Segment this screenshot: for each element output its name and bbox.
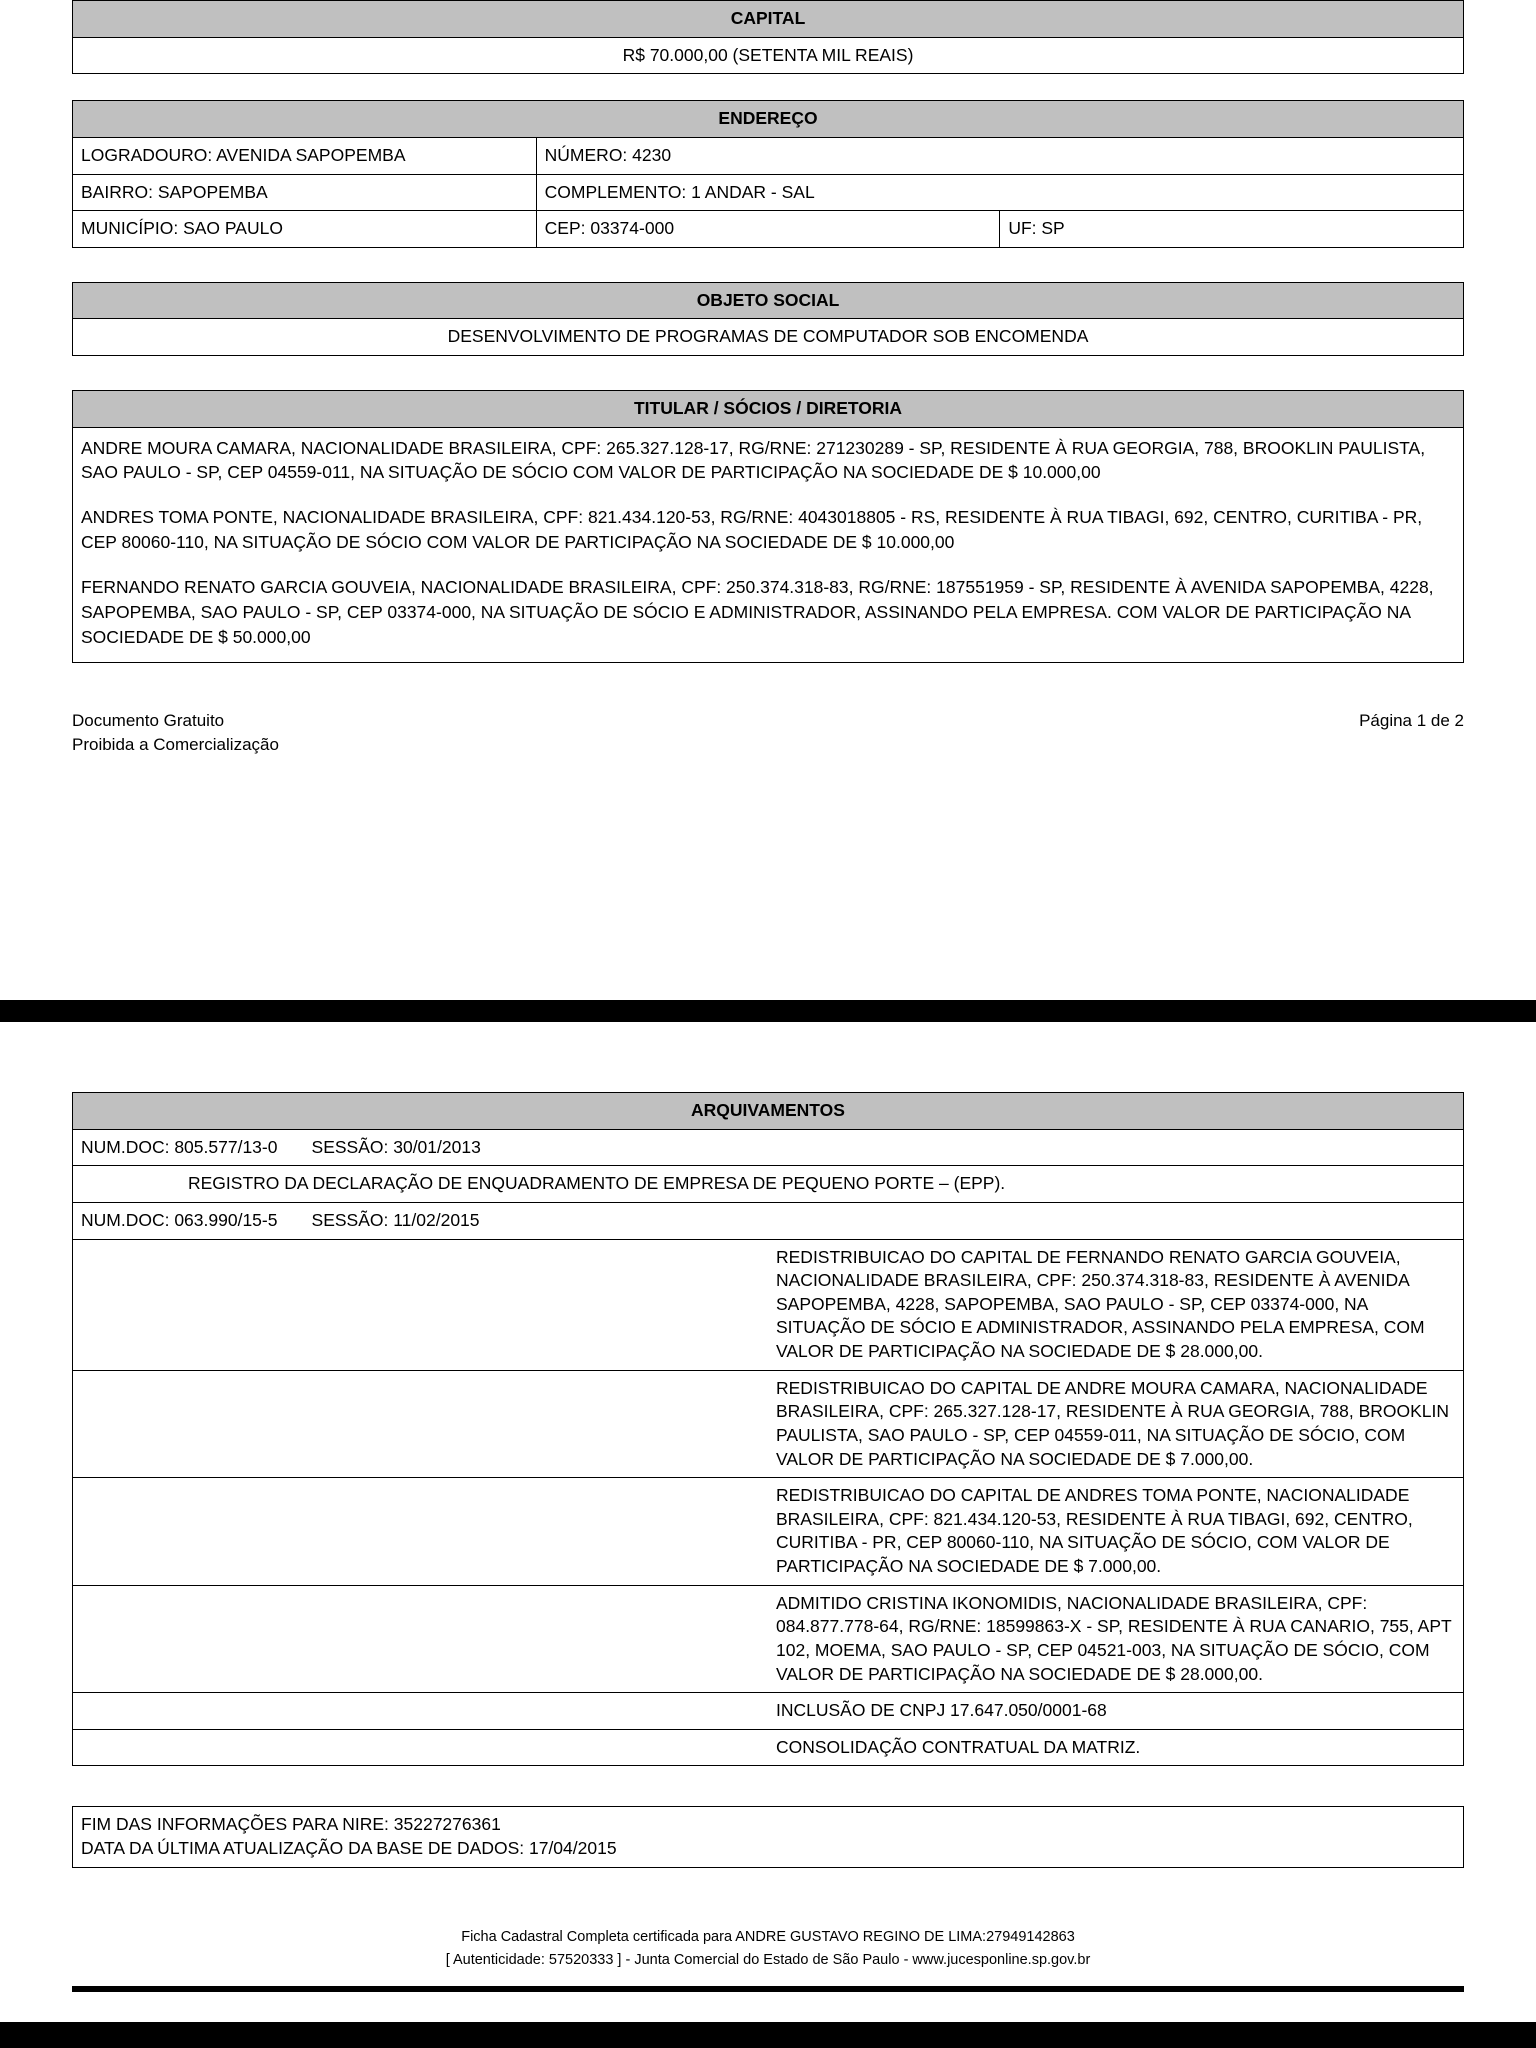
arquivamento-item: REGISTRO DA DECLARAÇÃO DE ENQUADRAMENTO DE EMPRESA DE PEQUENO PORTE – (EPP). [73, 1166, 1464, 1203]
arquivamentos-table [72, 1092, 1464, 1766]
arquivamento-doc-line [73, 1202, 1464, 1239]
certification-line-1: Ficha Cadastral Completa certificada para ANDRE GUSTAVO REGINO DE LIMA:27949142863 [461, 1928, 1075, 1945]
arquivamento-gutter [73, 1239, 769, 1370]
socio-entry: FERNANDO RENATO GARCIA GOUVEIA, NACIONALIDADE BRASILEIRA, CPF: 250.374.318-83, RG/RNE: 187551959 - SP, RESIDENTE À AVENIDA SAPOPEMBA, 4228, SAPOPEMBA, SAO PAULO - SP, CEP 03374-000, NA SITUAÇÃO DE SÓCIO E ADMINISTRADOR, ASSINANDO PELA EMPRESA. COM VALOR DE PARTICIPAÇÃO NA SOCIEDADE DE $ 50.000,00 [81, 577, 1434, 647]
socio-entry: ANDRE MOURA CAMARA, NACIONALIDADE BRASILEIRA, CPF: 265.327.128-17, RG/RNE: 271230289 - SP, RESIDENTE À RUA GEORGIA, 788, BROOKLIN PAULISTA, SAO PAULO - SP, CEP 04559-011, NA SITUAÇÃO DE SÓCIO COM VALOR DE PARTICIPAÇÃO NA SOCIEDADE DE $ 10.000,00 [81, 437, 1426, 483]
arquivamento-gutter [73, 1478, 769, 1586]
page-separator [0, 1000, 1536, 1022]
fim-line-1: FIM DAS INFORMAÇÕES PARA NIRE: 35227276361 [81, 1814, 501, 1835]
endereco-municipio: MUNICÍPIO: SAO PAULO [73, 211, 537, 248]
arquivamento-num-doc: NUM.DOC: 063.990/15-5 [81, 1209, 278, 1230]
table-row [73, 137, 1464, 174]
spacer [72, 1766, 1464, 1806]
table-row [73, 427, 1464, 662]
arquivamento-item: REDISTRIBUICAO DO CAPITAL DE FERNANDO RENATO GARCIA GOUVEIA, NACIONALIDADE BRASILEIRA, CPF: 250.374.318-83, RESIDENTE À AVENIDA SAPOPEMBA, 4228, SAPOPEMBA, SAO PAULO - SP, CEP 03374-000, NA SITUAÇÃO DE SÓCIO E ADMINISTRADOR, ASSINANDO PELA EMPRESA, COM VALOR DE PARTICIPAÇÃO NA SOCIEDADE DE $ 28.000,00. [768, 1239, 1464, 1370]
table-row [73, 319, 1464, 356]
table-row [73, 1129, 1464, 1166]
fim-informacoes [73, 1807, 1464, 1867]
arquivamento-doc-line [73, 1129, 1464, 1166]
fim-line-2: DATA DA ÚLTIMA ATUALIZAÇÃO DA BASE DE DADOS: 17/04/2015 [81, 1838, 617, 1858]
objeto-social-table [72, 282, 1464, 356]
capital-table [72, 0, 1464, 74]
table-row [73, 1093, 1464, 1130]
endereco-bairro: BAIRRO: SAPOPEMBA [73, 174, 537, 211]
arquivamento-item: REDISTRIBUICAO DO CAPITAL DE ANDRE MOURA CAMARA, NACIONALIDADE BRASILEIRA, CPF: 265.327.128-17, RESIDENTE À RUA GEORGIA, 788, BROOKLIN PAULISTA, SAO PAULO - SP, CEP 04559-011, NA SITUAÇÃO DE SÓCIO, COM VALOR DE PARTICIPAÇÃO NA SOCIEDADE DE $ 7.000,00. [768, 1370, 1464, 1478]
table-row [73, 1370, 1464, 1478]
socios-table [72, 390, 1464, 663]
table-row [73, 1585, 1464, 1693]
endereco-cep: CEP: 03374-000 [536, 211, 1000, 248]
document-page-2 [0, 1022, 1536, 2022]
table-row [73, 1202, 1464, 1239]
arquivamentos-header: ARQUIVAMENTOS [73, 1093, 1464, 1130]
endereco-complemento: COMPLEMENTO: 1 ANDAR - SAL [536, 174, 1463, 211]
fim-informacoes-table [72, 1806, 1464, 1867]
endereco-numero: NÚMERO: 4230 [536, 137, 1463, 174]
endereco-header: ENDEREÇO [73, 101, 1464, 138]
capital-header: CAPITAL [73, 1, 1464, 38]
footer-line-1: Documento Gratuito [72, 710, 225, 730]
page-number: Página 1 de 2 [1359, 710, 1464, 730]
arquivamento-item: ADMITIDO CRISTINA IKONOMIDIS, NACIONALIDADE BRASILEIRA, CPF: 084.877.778-64, RG/RNE: 18599863-X - SP, RESIDENTE À RUA CANARIO, 755, APT 102, MOEMA, SAO PAULO - SP, CEP 04521-003, NA SITUAÇÃO DE SÓCIO, COM VALOR DE PARTICIPAÇÃO NA SOCIEDADE DE $ 28.000,00. [768, 1585, 1464, 1693]
table-row [73, 101, 1464, 138]
arquivamento-num-doc: NUM.DOC: 805.577/13-0 [81, 1136, 278, 1157]
arquivamento-gutter [73, 1729, 769, 1766]
table-row [73, 282, 1464, 319]
table-row [73, 1693, 1464, 1730]
certification-block [72, 1926, 1464, 1972]
arquivamento-gutter [73, 1693, 769, 1730]
socios-list [73, 427, 1464, 662]
socios-header: TITULAR / SÓCIOS / DIRETORIA [73, 391, 1464, 428]
table-row [73, 37, 1464, 74]
capital-value: R$ 70.000,00 (SETENTA MIL REAIS) [73, 37, 1464, 74]
table-row [73, 1729, 1464, 1766]
table-row [73, 1, 1464, 38]
table-row [73, 1478, 1464, 1586]
arquivamento-sessao: SESSÃO: 30/01/2013 [311, 1136, 481, 1157]
bottom-rule [72, 1986, 1464, 1992]
socio-entry: ANDRES TOMA PONTE, NACIONALIDADE BRASILEIRA, CPF: 821.434.120-53, RG/RNE: 4043018805 - RS, RESIDENTE À RUA TIBAGI, 692, CENTRO, CURITIBA - PR, CEP 80060-110, NA SITUAÇÃO DE SÓCIO COM VALOR DE PARTICIPAÇÃO NA SOCIEDADE DE $ 10.000,00 [81, 507, 1423, 553]
endereco-logradouro: LOGRADOURO: AVENIDA SAPOPEMBA [73, 137, 537, 174]
table-row [73, 174, 1464, 211]
page-footer [72, 709, 1464, 758]
document-page-1 [0, 0, 1536, 1000]
certification-line-2: [ Autenticidade: 57520333 ] - Junta Comercial do Estado de São Paulo - www.jucesponline.sp.gov.br [445, 1951, 1091, 1968]
spacer [72, 248, 1464, 282]
arquivamento-item: CONSOLIDAÇÃO CONTRATUAL DA MATRIZ. [768, 1729, 1464, 1766]
footer-line-2: Proibida a Comercialização [72, 735, 279, 755]
arquivamento-item: REDISTRIBUICAO DO CAPITAL DE ANDRES TOMA PONTE, NACIONALIDADE BRASILEIRA, CPF: 821.434.120-53, RESIDENTE À RUA TIBAGI, 692, CENTRO, CURITIBA - PR, CEP 80060-110, NA SITUAÇÃO DE SÓCIO, COM VALOR DE PARTICIPAÇÃO NA SOCIEDADE DE $ 7.000,00. [768, 1478, 1464, 1586]
table-row [73, 1807, 1464, 1867]
table-row [73, 211, 1464, 248]
arquivamento-gutter [73, 1585, 769, 1693]
table-row [73, 1166, 1464, 1203]
endereco-uf: UF: SP [1000, 211, 1464, 248]
spacer [72, 74, 1464, 100]
arquivamento-sessao: SESSÃO: 11/02/2015 [311, 1209, 480, 1230]
table-row [73, 1239, 1464, 1370]
objeto-social-value: DESENVOLVIMENTO DE PROGRAMAS DE COMPUTADOR SOB ENCOMENDA [73, 319, 1464, 356]
objeto-social-header: OBJETO SOCIAL [73, 282, 1464, 319]
footer-notice [72, 709, 279, 758]
table-row [73, 391, 1464, 428]
arquivamento-gutter [73, 1370, 769, 1478]
spacer [72, 356, 1464, 390]
arquivamento-item: INCLUSÃO DE CNPJ 17.647.050/0001-68 [768, 1693, 1464, 1730]
endereco-table [72, 100, 1464, 248]
